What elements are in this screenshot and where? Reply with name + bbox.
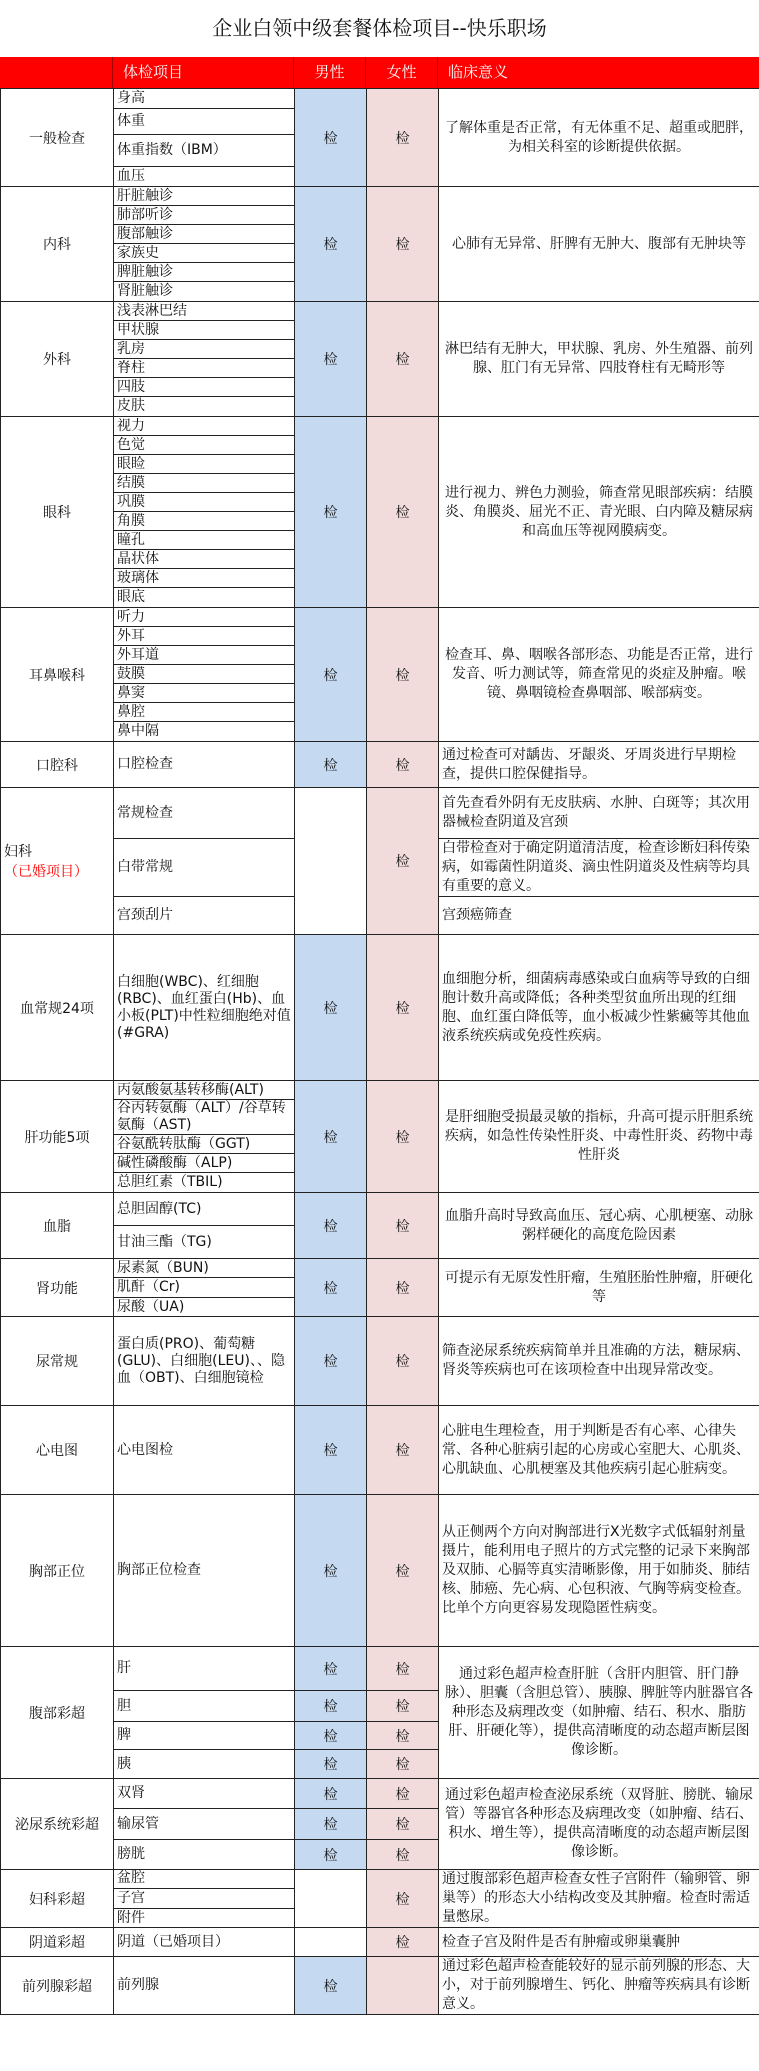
category-cell (1, 1406, 114, 1495)
exam-item: 肾脏触诊 (114, 282, 295, 302)
exam-item: 输尿管 (114, 1809, 295, 1840)
clinical-meaning: 首先查看外阴有无皮肤病、水肿、白斑等；其次用器械检查阴道及宫颈 (439, 788, 759, 839)
exam-item: 丙氨酸氨基转移酶(ALT) (114, 1081, 295, 1100)
category-cell (1, 742, 114, 788)
male-mark: 检 (295, 187, 367, 302)
male-mark (295, 1928, 367, 1957)
category-cell (1, 417, 114, 608)
exam-item: 身高 (114, 89, 295, 109)
female-mark: 检 (367, 1779, 439, 1809)
clinical-meaning: 血细胞分析，细菌病毒感染或白血病等导致的白细胞计数升高或降低；各种类型贫血所出现的红细胞、血红蛋白降低等，血小板减少性紫癜等其他血液系统疾病或免疫性疾病。 (439, 935, 759, 1081)
table-row (1, 302, 759, 321)
category-label: 妇科彩超 (29, 1891, 85, 1908)
table-row (1, 1081, 759, 1100)
exam-item: 常规检查 (114, 788, 295, 839)
exam-item: 体重 (114, 109, 295, 135)
table-row (1, 1495, 759, 1647)
female-mark: 检 (367, 1840, 439, 1870)
clinical-meaning: 通过彩色超声检查肝脏（含肝内胆管、肝门静脉）、胆囊（含胆总管）、胰腺、脾脏等内脏器官各种形态及病理改变（如肿瘤、结石、积水、脂肪肝、肝硬化等），提供高清晰度的动态超声断层图像诊断。 (439, 1647, 759, 1779)
category-label: 心电图 (36, 1443, 78, 1459)
table-row (1, 89, 759, 109)
category-label: 胸部正位 (29, 1563, 85, 1580)
exam-item: 玻璃体 (114, 569, 295, 588)
category-cell (1, 1317, 114, 1406)
category-label: 肝功能5项 (24, 1129, 90, 1146)
clinical-meaning: 是肝细胞受损最灵敏的指标，升高可提示肝胆系统疾病，如急性传染性肝炎、中毒性肝炎、药物中毒性肝炎 (439, 1081, 759, 1193)
category-label: 血脂 (43, 1218, 71, 1235)
male-mark: 检 (295, 1259, 367, 1317)
clinical-meaning: 从正侧两个方向对胸部进行X光数字式低辐射剂量摄片，能利用电子照片的方式完整的记录下来胸部及双肺、心膈等真实清晰影像，用于如肺炎、肺结核、肺癌、先心病、心包积液、气胸等病变检查。比单个方向更容易发现隐匿性病变。 (439, 1495, 759, 1647)
header-male: 男性 (294, 57, 366, 88)
clinical-meaning: 通过彩色超声检查泌尿系统（双肾脏、膀胱、输尿管）等器官各种形态及病理改变（如肿瘤、结石、积水、增生等），提供高清晰度的动态超声断层图像诊断。 (439, 1779, 759, 1870)
exam-item: 皮肤 (114, 397, 295, 417)
category-cell (1, 788, 114, 935)
exam-item: 鼻中隔 (114, 722, 295, 742)
male-mark: 检 (295, 742, 367, 788)
table-row (1, 608, 759, 627)
exam-item: 阴道（已婚项目） (114, 1928, 295, 1957)
exam-item: 甲状腺 (114, 321, 295, 340)
clinical-meaning: 筛查泌尿系统疾病简单并且准确的方法，糖尿病、肾炎等疾病也可在该项检查中出现异常改变。 (439, 1317, 759, 1406)
table-row (1, 417, 759, 436)
exam-item: 腹部触诊 (114, 225, 295, 244)
table-row (1, 1406, 759, 1495)
male-mark: 检 (295, 1081, 367, 1193)
male-mark: 检 (295, 1647, 367, 1691)
exam-item: 鼻腔 (114, 703, 295, 722)
category-label: 肾功能 (36, 1280, 78, 1297)
exam-item: 视力 (114, 417, 295, 436)
table-row (1, 1928, 759, 1957)
category-cell (1, 1081, 114, 1193)
exam-item: 听力 (114, 608, 295, 627)
clinical-meaning: 检查耳、鼻、咽喉各部形态、功能是否正常，进行发音、听力测试等，筛查常见的炎症及肿瘤。喉镜、鼻咽镜检查鼻咽部、喉部病变。 (439, 608, 759, 742)
category-cell (1, 1647, 114, 1779)
table-row (1, 1647, 759, 1691)
clinical-meaning: 血脂升高时导致高血压、冠心病、心肌梗塞、动脉粥样硬化的高度危险因素 (439, 1193, 759, 1259)
exam-item: 碱性磷酸酶（ALP) (114, 1154, 295, 1173)
male-mark: 检 (295, 1750, 367, 1779)
male-mark: 检 (295, 1957, 367, 2015)
male-mark: 检 (295, 1406, 367, 1495)
page-title: 企业白领中级套餐体检项目--快乐职场 (212, 16, 547, 40)
clinical-meaning: 通过彩色超声检查能较好的显示前列腺的形态、大小，对于前列腺增生、钙化、肿瘤等疾病具有诊断意义。 (439, 1957, 759, 2015)
female-mark: 检 (367, 1870, 439, 1928)
exam-item: 浅表淋巴结 (114, 302, 295, 321)
exam-item: 心电图检 (114, 1406, 295, 1495)
clinical-meaning: 进行视力、辨色力测验，筛查常见眼部疾病：结膜炎、角膜炎、屈光不正、青光眼、白内障及糖尿病和高血压等视网膜病变。 (439, 417, 759, 608)
exam-item: 眼睑 (114, 455, 295, 474)
table-row (1, 1779, 759, 1809)
female-mark: 检 (367, 1722, 439, 1750)
female-mark: 检 (367, 1691, 439, 1722)
female-mark: 检 (367, 608, 439, 742)
category-cell (1, 1259, 114, 1317)
exam-item: 血压 (114, 167, 295, 187)
female-mark: 检 (367, 1193, 439, 1259)
category-cell (1, 1779, 114, 1870)
table-row (1, 1193, 759, 1226)
exam-item: 子宫 (114, 1888, 295, 1908)
male-mark: 检 (295, 417, 367, 608)
exam-item: 家族史 (114, 244, 295, 263)
exam-item: 脾脏触诊 (114, 263, 295, 282)
male-mark: 检 (295, 1840, 367, 1870)
male-mark: 检 (295, 1779, 367, 1809)
table-row (1, 1317, 759, 1406)
exam-item: 外耳 (114, 627, 295, 646)
category-label: 内科 (43, 237, 71, 253)
header-female: 女性 (366, 57, 438, 88)
female-mark: 检 (367, 417, 439, 608)
male-mark: 检 (295, 1722, 367, 1750)
exam-item: 甘油三酯（TG) (114, 1226, 295, 1259)
category-cell (1, 1928, 114, 1957)
exam-item: 胸部正位检查 (114, 1495, 295, 1647)
exam-table (0, 88, 759, 2015)
header-meaning: 临床意义 (438, 57, 759, 88)
category-label: 耳鼻喉科 (29, 667, 85, 684)
clinical-meaning: 检查子宫及附件是否有肿瘤或卵巢囊肿 (439, 1928, 759, 1957)
category-label: 妇科 (4, 844, 32, 860)
exam-item: 色觉 (114, 436, 295, 455)
category-label: 尿常规 (36, 1354, 78, 1370)
male-mark: 检 (295, 608, 367, 742)
exam-item: 总胆固醇(TC) (114, 1193, 295, 1226)
table-row (1, 187, 759, 206)
clinical-meaning: 淋巴结有无肿大，甲状腺、乳房、外生殖器、前列腺、肛门有无异常、四肢脊柱有无畸形等 (439, 302, 759, 417)
exam-item: 肝 (114, 1647, 295, 1691)
exam-item: 尿素氮（BUN) (114, 1259, 295, 1278)
female-mark: 检 (367, 1259, 439, 1317)
female-mark: 检 (367, 1495, 439, 1647)
male-mark: 检 (295, 1193, 367, 1259)
exam-item: 肝脏触诊 (114, 187, 295, 206)
male-mark: 检 (295, 1809, 367, 1840)
category-label: 一般检查 (29, 130, 85, 147)
header-item: 体检项目 (113, 57, 294, 88)
table-row (1, 788, 759, 839)
exam-item: 双肾 (114, 1779, 295, 1809)
table-row (1, 1259, 759, 1278)
exam-item: 盆腔 (114, 1870, 295, 1889)
exam-item: 外耳道 (114, 646, 295, 665)
female-mark: 检 (367, 302, 439, 417)
table-row (1, 1957, 759, 2015)
category-note: （已婚项目） (4, 864, 88, 880)
exam-item: 蛋白质(PRO)、葡萄糖(GLU)、白细胞(LEU)、、隐血（OBT)、白细胞镜检 (114, 1317, 295, 1406)
exam-item: 脊柱 (114, 359, 295, 378)
exam-item: 尿酸（UA) (114, 1298, 295, 1317)
female-mark: 检 (367, 1750, 439, 1779)
category-label: 腹部彩超 (29, 1705, 85, 1722)
clinical-meaning: 通过检查可对龋齿、牙龈炎、牙周炎进行早期检查，提供口腔保健指导。 (439, 742, 759, 788)
exam-item: 晶状体 (114, 550, 295, 569)
exam-item: 白细胞(WBC)、红细胞(RBC)、血红蛋白(Hb)、血小板(PLT)中性粒细胞绝对值(#GRA) (114, 935, 295, 1081)
female-mark: 检 (367, 788, 439, 935)
header-category (0, 57, 113, 88)
clinical-meaning: 心脏电生理检查，用于判断是否有心率、心律失常、各种心脏病引起的心房或心室肥大、心肌炎、心肌缺血、心肌梗塞及其他疾病引起心脏病变。 (439, 1406, 759, 1495)
category-cell (1, 187, 114, 302)
clinical-meaning: 通过腹部彩色超声检查女性子宫附件（输卵管、卵巢等）的形态大小结构改变及其肿瘤。检查时需适量憋尿。 (439, 1870, 759, 1928)
exam-item: 瞳孔 (114, 531, 295, 550)
exam-item: 肺部听诊 (114, 206, 295, 225)
category-cell (1, 89, 114, 187)
exam-item: 体重指数（IBM） (114, 135, 295, 167)
exam-item: 鼻窦 (114, 684, 295, 703)
table-row (1, 742, 759, 788)
female-mark: 检 (367, 1809, 439, 1840)
exam-item: 膀胱 (114, 1840, 295, 1870)
exam-item: 胰 (114, 1750, 295, 1779)
clinical-meaning: 宫颈癌筛查 (439, 897, 759, 935)
exam-item: 乳房 (114, 340, 295, 359)
category-label: 外科 (43, 352, 71, 368)
category-cell (1, 1495, 114, 1647)
male-mark: 检 (295, 1691, 367, 1722)
category-label: 阴道彩超 (29, 1935, 85, 1951)
exam-item: 肌酐（Cr) (114, 1278, 295, 1298)
female-mark: 检 (367, 187, 439, 302)
exam-item: 宫颈刮片 (114, 897, 295, 935)
female-mark: 检 (367, 1406, 439, 1495)
female-mark (367, 1957, 439, 2015)
exam-item: 巩膜 (114, 493, 295, 512)
exam-item: 白带常规 (114, 839, 295, 897)
male-mark (295, 788, 367, 935)
exam-item: 附件 (114, 1909, 295, 1928)
exam-item: 结膜 (114, 474, 295, 493)
clinical-meaning: 白带检查对于确定阴道清洁度，检查诊断妇科传染病，如霉菌性阴道炎、滴虫性阴道炎及性病等均具有重要的意义。 (439, 839, 759, 897)
exam-item: 四肢 (114, 378, 295, 397)
female-mark: 检 (367, 1317, 439, 1406)
exam-item: 口腔检查 (114, 742, 295, 788)
exam-item: 脾 (114, 1722, 295, 1750)
exam-item: 谷丙转氨酶（ALT）/谷草转氨酶（AST) (114, 1100, 295, 1135)
category-cell (1, 608, 114, 742)
female-mark: 检 (367, 935, 439, 1081)
female-mark: 检 (367, 89, 439, 187)
exam-item: 角膜 (114, 512, 295, 531)
category-cell (1, 1957, 114, 2015)
exam-item: 前列腺 (114, 1957, 295, 2015)
female-mark: 检 (367, 1647, 439, 1691)
table-row (1, 1870, 759, 1889)
female-mark: 检 (367, 1081, 439, 1193)
male-mark: 检 (295, 89, 367, 187)
category-label: 口腔科 (36, 757, 78, 774)
category-cell (1, 1193, 114, 1259)
male-mark (295, 1870, 367, 1928)
male-mark: 检 (295, 1495, 367, 1647)
category-label: 血常规24项 (20, 1000, 94, 1017)
male-mark: 检 (295, 1317, 367, 1406)
clinical-meaning: 可提示有无原发性肝瘤，生殖胚胎性肿瘤，肝硬化等 (439, 1259, 759, 1317)
exam-item: 谷氨酰转肽酶（GGT) (114, 1135, 295, 1154)
category-cell (1, 302, 114, 417)
category-label: 眼科 (43, 505, 71, 521)
exam-item: 胆 (114, 1691, 295, 1722)
clinical-meaning: 心肺有无异常、肝脾有无肿大、腹部有无肿块等 (439, 187, 759, 302)
clinical-meaning: 了解体重是否正常，有无体重不足、超重或肥胖，为相关科室的诊断提供依据。 (439, 89, 759, 187)
male-mark: 检 (295, 935, 367, 1081)
table-row (1, 935, 759, 1081)
exam-item: 总胆红素（TBIL) (114, 1173, 295, 1193)
category-label: 前列腺彩超 (22, 1978, 92, 1995)
category-cell (1, 935, 114, 1081)
female-mark: 检 (367, 1928, 439, 1957)
exam-item: 眼底 (114, 588, 295, 608)
exam-item: 鼓膜 (114, 665, 295, 684)
female-mark: 检 (367, 742, 439, 788)
category-label: 泌尿系统彩超 (15, 1817, 99, 1833)
category-cell (1, 1870, 114, 1928)
male-mark: 检 (295, 302, 367, 417)
